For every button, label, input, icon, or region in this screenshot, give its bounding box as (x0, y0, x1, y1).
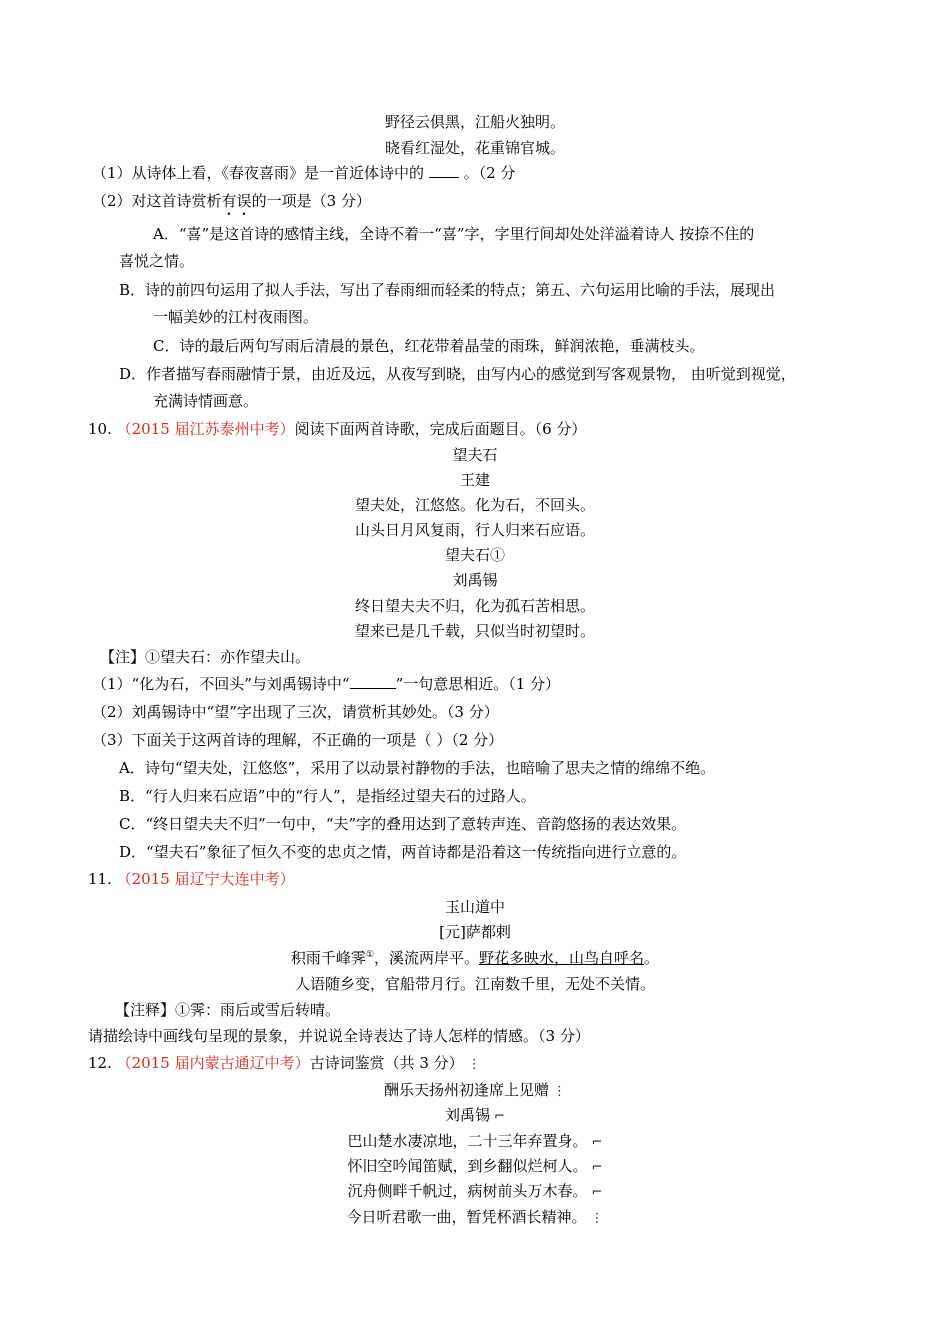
q9-option-c: C．诗的最后两句写雨后清晨的景色，红花带着晶莹的雨珠，鲜润浓艳，垂满枝头。 (153, 337, 705, 355)
q9-option-b-line1: B．诗的前四句运用了拟人手法，写出了春雨细而轻柔的特点；第五、六句运用比喻的手法，展现出 (119, 281, 776, 299)
q9-sub2: （2）对这首诗赏析有误的一项是（3 分） (92, 192, 371, 210)
line-break-mark-icon: ⌐ (591, 1185, 603, 1200)
q9-option-a-line1: A．“喜”是这首诗的感情主线，全诗不着一“喜”字，字里行间却处处洋溢着诗人 按捺不住的 (153, 225, 755, 243)
poem-author: 刘禹锡 (452, 571, 498, 589)
poem-title: 酬乐天扬州初逢席上见赠 ⋮ (383, 1081, 566, 1099)
paragraph-mark-icon: ⋮ (590, 1211, 604, 1226)
question-instruction: 阅读下面两首诗歌，完成后面题目。（6 分） (294, 420, 587, 438)
line-break-mark-icon: ⌐ (591, 1135, 603, 1150)
poem-line: 今日听君歌一曲，暂凭杯酒长精神。 ⋮ (346, 1208, 604, 1226)
answer-blank (350, 674, 396, 689)
poem-line: 怀旧空吟闻笛赋，到乡翻似烂柯人。 ⌐ (347, 1157, 603, 1175)
q12-header (88, 1053, 481, 1075)
poem-line: 晓看红湿处，花重锦官城。 (384, 139, 565, 157)
q9-option-b-line2: 一幅美妙的江村夜雨图。 (153, 308, 319, 326)
poem-author: 王建 (459, 471, 490, 489)
q10-sub1: （1）“化为石，不回头”与刘禹锡诗中“ ”一句意思相近。（1 分） (92, 675, 561, 693)
q10-option-c: C．“终日望夫夫不归”一句中，“夫”字的叠用达到了意转声连、音韵悠扬的表达效果。 (119, 815, 687, 833)
emphasis-text: 有误 (221, 192, 252, 210)
poem-line: 望夫处，江悠悠。化为石，不回头。 (354, 496, 595, 514)
q10-sub3: （3）下面关于这两首诗的理解，不正确的一项是（ ）（2 分） (92, 731, 504, 749)
q9-option-d-line1: D．作者描写春雨融情于景，由近及远，从夜写到晓，由写内心的感觉到写客观景物， 由听觉到视觉， (119, 365, 796, 383)
q11-header (88, 869, 295, 889)
question-source: （2015 届辽宁大连中考） (116, 870, 295, 888)
poem-line: 山头日月风复雨，行人归来石应语。 (354, 521, 595, 539)
poem-line: 野径云俱黑，江船火独明。 (384, 113, 565, 131)
poem-line: 沉舟侧畔千帆过，病树前头万木春。 ⌐ (347, 1182, 603, 1200)
poem-author: [元]萨都剌 (439, 923, 511, 941)
question-number: 11. (88, 870, 112, 888)
question-number: 12. (88, 1054, 112, 1072)
line-break-mark-icon: ⌐ (591, 1160, 603, 1175)
paragraph-mark-icon: ⋮ (467, 1057, 481, 1072)
poem-title: 望夫石① (444, 546, 505, 564)
q10-option-a: A．诗句“望夫处，江悠悠”，采用了以动景衬静物的手法，也暗喻了思夫之情的绵绵不绝。 (119, 759, 716, 777)
question-source: （2015 届内蒙古通辽中考） (116, 1054, 310, 1072)
poem-title: 望夫石 (452, 446, 498, 464)
poem-line: 终日望夫夫不归，化为孤石苦相思。 (354, 597, 595, 615)
question-number: 10. (88, 420, 112, 438)
question-instruction: 古诗词鉴赏（共 3 分） (309, 1054, 464, 1072)
underlined-line: 野花多映水，山鸟自呼名 (479, 949, 645, 967)
q10-note: 【注】①望夫石：亦作望夫山。 (100, 648, 311, 666)
poem-line: 望来已是几千载，只似当时初望时。 (354, 622, 595, 640)
q10-header (88, 419, 586, 439)
poem-line: 人语随乡变，官船带月行。江南数千里，无处不关情。 (294, 975, 655, 993)
poem-title: 玉山道中 (444, 898, 505, 916)
q9-option-d-line2: 充满诗情画意。 (153, 392, 259, 410)
paragraph-mark-icon: ⋮ (553, 1084, 566, 1099)
q11-note: 【注释】①霁：雨后或雪后转晴。 (115, 1001, 341, 1019)
footnote-marker: ① (365, 950, 375, 960)
poem-author: 刘禹锡 ⌐ (445, 1106, 505, 1124)
q9-option-a-line2: 喜悦之情。 (119, 252, 195, 270)
question-source: （2015 届江苏泰州中考） (116, 420, 295, 438)
q9-sub1: （1）从诗体上看，《春夜喜雨》是一首近体诗中的 。（2 分 (92, 164, 516, 182)
q10-option-d: D．“望夫石”象征了恒久不变的忠贞之情，两首诗都是沿着这一传统指向进行立意的。 (119, 843, 687, 861)
line-break-mark-icon: ⌐ (494, 1109, 505, 1124)
q10-sub2: （2）刘禹锡诗中“望”字出现了三次，请赏析其妙处。（3 分） (92, 703, 499, 721)
answer-blank (429, 163, 459, 178)
poem-line: 积雨千峰霁①，溪流两岸平。野花多映水，山鸟自呼名。 (290, 949, 660, 967)
poem-line: 巴山楚水凄凉地，二十三年弃置身。 ⌐ (347, 1132, 603, 1150)
q11-question: 请描绘诗中画线句呈现的景象，并说说全诗表达了诗人怎样的情感。（3 分） (88, 1027, 590, 1045)
q10-option-b: B．“行人归来石应语”中的“行人”，是指经过望夫石的过路人。 (119, 787, 536, 805)
